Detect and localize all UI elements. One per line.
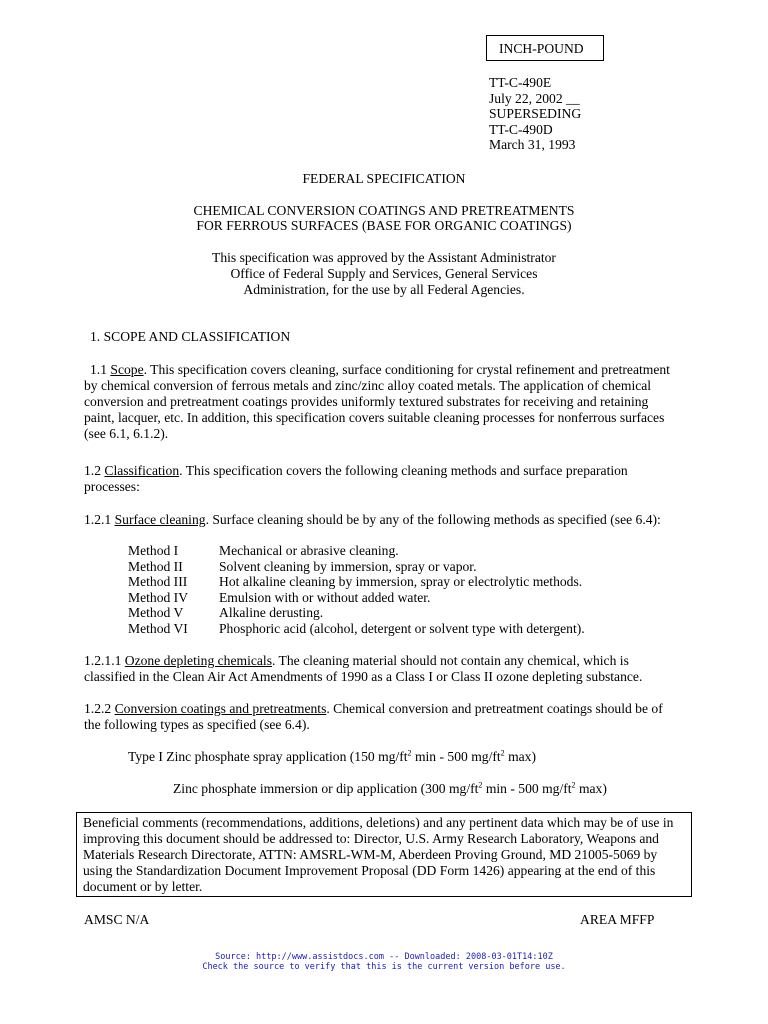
paragraph-line: by chemical conversion of ferrous metals and zinc/zinc alloy coated metals. The application of chemical [84, 378, 652, 393]
source-footer-line-2: Check the source to verify that this is the current version before use. [202, 962, 566, 972]
inch-pound-label: INCH-POUND [499, 41, 584, 56]
section-number: 1.2.1 [84, 512, 115, 527]
method-description: Hot alkaline cleaning by immersion, spray or electrolytic methods. [219, 574, 583, 589]
type-text: min - 500 mg/ft [482, 781, 572, 796]
document-metadata [489, 75, 709, 153]
section-1-2-1 [84, 512, 661, 528]
method-description: Alkaline derusting. [219, 605, 324, 620]
section-label: Scope [110, 362, 144, 377]
paragraph-line: paint, lacquer, etc. In addition, this specification covers suitable cleaning processes for nonferrous surfaces [84, 410, 665, 425]
type-text: Zinc phosphate immersion or dip application (300 mg/ft [173, 781, 479, 796]
method-name: Method IV [128, 589, 189, 605]
section-label: Classification [104, 463, 180, 478]
superscript: 2 [407, 748, 412, 758]
title-line-2: FOR FERROUS SURFACES (BASE FOR ORGANIC COATINGS) [196, 218, 572, 233]
paragraph-text: . This specification covers the following cleaning methods and surface preparation [179, 463, 628, 478]
paragraph-text: . The cleaning material should not contain any chemical, which is [272, 653, 629, 668]
section-label: Surface cleaning [114, 512, 206, 527]
type-1-spray [128, 749, 536, 765]
previous-document-id: TT-C-490D [489, 121, 553, 137]
superseding-label: SUPERSEDING [489, 106, 582, 121]
comment-line: document or by letter. [83, 879, 203, 894]
section-number: 1.2.2 [84, 701, 115, 716]
section-number: 1.1 [90, 362, 111, 377]
comment-line: improving this document should be addressed to: Director, U.S. Army Research Laboratory, Weapons and [83, 831, 659, 846]
section-1-2-2 [84, 701, 663, 717]
comment-line: using the Standardization Document Improvement Proposal (DD Form 1426) appearing at the end of this [83, 863, 656, 878]
type-1-immersion [173, 781, 607, 797]
superscript: 2 [478, 780, 483, 790]
section-label: Ozone depleting chemicals [124, 653, 272, 668]
comment-line: Materials Research Directorate, ATTN: AMSRL-WM-M, Aberdeen Proving Ground, MD 21005-5069 by [83, 847, 658, 862]
approval-line-2: Office of Federal Supply and Services, General Services [230, 266, 538, 281]
section-number: 1.2.1.1 [84, 653, 125, 668]
source-footer-line-1: Source: http://www.assistdocs.com -- Downloaded: 2008-03-01T14:10Z [215, 952, 553, 962]
approval-line-3: Administration, for the use by all Federal Agencies. [243, 282, 525, 297]
method-name: Method II [128, 558, 183, 574]
paragraph-line: processes: [84, 479, 140, 494]
comments-box [76, 812, 692, 897]
method-row [128, 621, 688, 637]
superscript: 2 [500, 748, 505, 758]
method-description: Solvent cleaning by immersion, spray or vapor. [219, 558, 477, 574]
method-name: Method V [128, 605, 184, 620]
section-1-1 [90, 362, 730, 378]
document-id: TT-C-490E [489, 75, 552, 90]
method-row [128, 559, 688, 575]
method-name: Method VI [128, 620, 188, 636]
method-row [128, 543, 688, 559]
method-name: Method I [128, 543, 179, 558]
area-label: AREA MFFP [580, 912, 655, 927]
type-text: min - 500 mg/ft [411, 749, 501, 764]
section-1-2 [84, 463, 628, 479]
title-line-1: CHEMICAL CONVERSION COATINGS AND PRETREATMENTS [193, 203, 575, 218]
inch-pound-box [486, 35, 604, 61]
method-description: Phosphoric acid (alcohol, detergent or solvent type with detergent). [219, 620, 585, 636]
superscript: 2 [571, 780, 576, 790]
type-text: Type I Zinc phosphate spray application (150 mg/ft [128, 749, 408, 764]
paragraph-line: the following types as specified (see 6.4). [84, 717, 310, 732]
approval-line-1: This specification was approved by the Assistant Administrator [212, 250, 556, 265]
paragraph-text: . Surface cleaning should be by any of the following methods as specified (see 6.4): [205, 512, 661, 527]
amsc-label: AMSC N/A [84, 912, 150, 927]
paragraph-line: conversion and pretreatment coatings provides uniformly textured substrates for receiving and retaining [84, 394, 649, 409]
method-row [128, 605, 688, 621]
document-date: July 22, 2002 __ [489, 90, 580, 106]
methods-list [128, 543, 688, 636]
section-label: Conversion coatings and pretreatments [114, 701, 327, 716]
comment-line: Beneficial comments (recommendations, additions, deletions) and any pertinent data which may be of use in [83, 815, 674, 830]
method-row [128, 590, 688, 606]
spec-type: FEDERAL SPECIFICATION [302, 171, 466, 186]
type-text: max) [504, 749, 537, 764]
method-description: Emulsion with or without added water. [219, 589, 431, 605]
paragraph-text: . This specification covers cleaning, surface conditioning for crystal refinement and pretreatment [143, 362, 670, 377]
paragraph-line: classified in the Clean Air Act Amendments of 1990 as a Class I or Class II ozone depleting substance. [84, 669, 643, 684]
type-text: max) [575, 781, 607, 796]
section-1-heading: 1. SCOPE AND CLASSIFICATION [90, 329, 291, 344]
paragraph-line: (see 6.1, 6.1.2). [84, 426, 169, 441]
section-1-2-1-1 [84, 653, 629, 669]
method-row [128, 574, 688, 590]
previous-document-date: March 31, 1993 [489, 137, 576, 152]
method-description: Mechanical or abrasive cleaning. [219, 543, 399, 558]
method-name: Method III [128, 574, 188, 589]
section-number: 1.2 [84, 463, 105, 478]
paragraph-text: . Chemical conversion and pretreatment coatings should be of [326, 701, 663, 716]
